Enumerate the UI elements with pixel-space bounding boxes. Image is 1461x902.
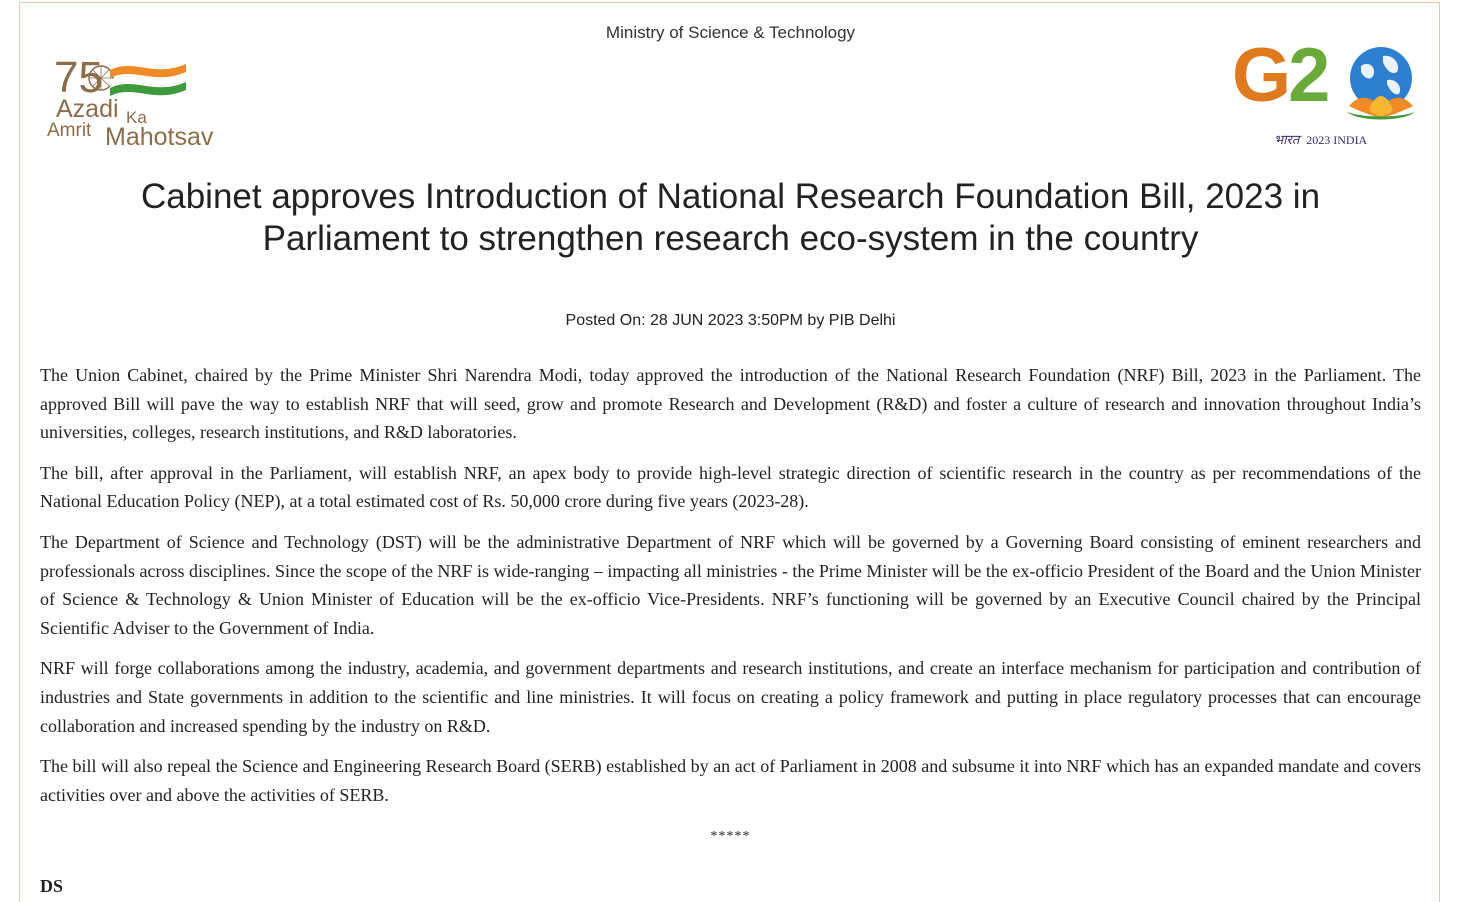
g20-tagline: [1274, 130, 1367, 148]
akam-azadi-text: Azadi: [56, 95, 119, 123]
akam-amrit-text: Amrit: [47, 120, 92, 141]
g20-tag-india: INDIA: [1333, 133, 1368, 147]
akam-number: 75: [54, 53, 103, 102]
ministry-name: Ministry of Science & Technology: [605, 23, 856, 42]
article-body: [40, 361, 1421, 901]
article-paragraph: The bill, after approval in the Parliament, will establish NRF, an apex body to provide high-level strategic direction of scientific research in the country as per recommendations of the National Education Policy (NEP), at a total estimated cost of Rs. 50,000 crore during five years (2023-28).: [40, 462, 1421, 512]
g20-tag-hindi: भारत: [1274, 132, 1300, 147]
akam-mahotsav-text: Mahotsav: [105, 123, 214, 151]
article-paragraph: The Union Cabinet, chaired by the Prime Minister Shri Narendra Modi, today approved the introduction of the National Research Foundation (NRF) Bill, 2023 in the Parliament. The approved Bill will pave the way to establish NRF that will seed, grow and promote Research and Development (R&D) and foster a culture of research and innovation throughout India’s universities, colleges, research institutions, and R&D laboratories.: [40, 365, 1421, 443]
akam-ka-text: Ka: [126, 108, 147, 127]
signature: DS: [40, 875, 64, 896]
g20-letter-2: 2: [1288, 33, 1328, 118]
article-title: Cabinet approves Introduction of National Research Foundation Bill, 2023 in Parliament to strengthen research eco-system in the country: [140, 177, 1321, 258]
g20-letter-g: G: [1232, 33, 1289, 118]
posted-on: Posted On: 28 JUN 2023 3:50PM by PIB Delhi: [565, 312, 896, 329]
g20-wordmark: [1232, 33, 1328, 118]
article-paragraph: The Department of Science and Technology (DST) will be the administrative Department of NRF which will be governed by a Governing Board consisting of eminent researchers and professionals across disciplines. Since the scope of the NRF is wide-ranging – impacting all ministries - the Prime Minister will be the ex-officio President of the Board and the Union Minister of Science & Technology & Union Minister of Education will be the ex-officio Vice-Presidents. NRF’s functioning will be governed by an Executive Council chaired by the Principal Scientific Adviser to the Government of India.: [40, 531, 1421, 638]
article-paragraph: The bill will also repeal the Science and Engineering Research Board (SERB) established by an act of Parliament in 2008 and subsume it into NRF which has an expanded mandate and covers activities over and above the activities of SERB.: [40, 756, 1421, 805]
article-paragraph: NRF will forge collaborations among the industry, academia, and government departments and research institutions, and create an interface mechanism for participation and contribution of industries and State governments in addition to the scientific and line ministries. It will focus on creating a policy framework and putting in place regulatory processes that can encourage collaboration and increased spending by the industry on R&D.: [40, 658, 1421, 736]
globe-lotus-icon: [1343, 46, 1421, 126]
g20-tag-year: 2023: [1306, 133, 1331, 147]
g20-logo: [1228, 33, 1423, 154]
azadi-ka-amrit-mahotsav-logo: [44, 48, 229, 153]
separator: *****: [710, 829, 751, 845]
